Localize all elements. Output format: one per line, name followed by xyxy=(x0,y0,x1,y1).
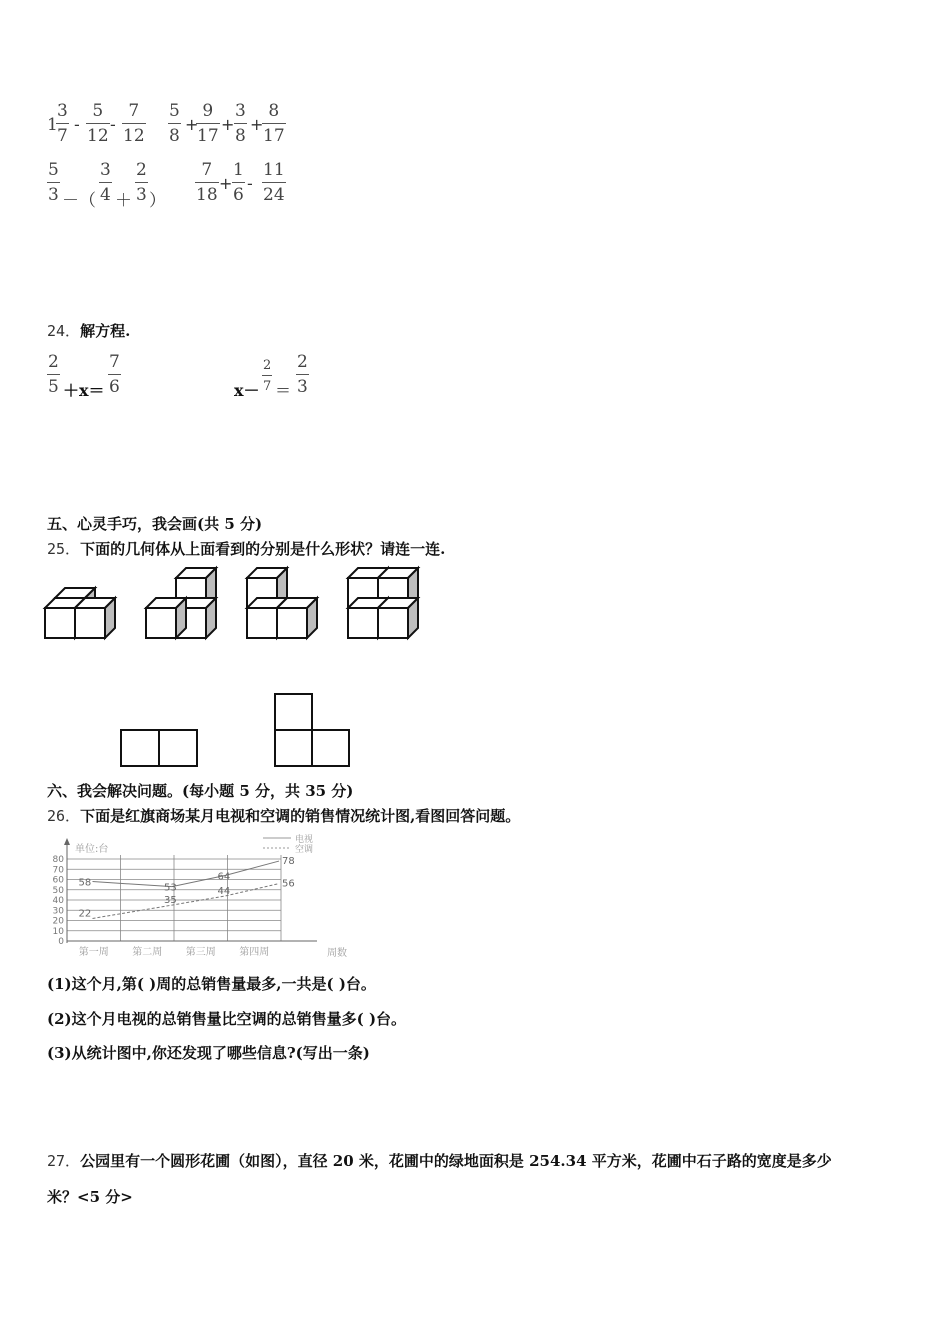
fraction: $\frac{9}{17}$ xyxy=(197,101,219,146)
solid-4 xyxy=(348,568,418,638)
x-tick-label: 第二周 xyxy=(132,947,163,958)
sales-line-chart xyxy=(45,833,365,961)
fraction: $\frac{2}{5}$ xyxy=(48,352,59,397)
legend-ac: 空调 xyxy=(295,845,314,855)
y-tick-label: 80 xyxy=(52,855,64,865)
question-27-line-2: 米？<5 分> xyxy=(47,1188,133,1206)
fraction: $\frac{3}{7}$ xyxy=(57,101,68,146)
x-tick-label: 第四周 xyxy=(239,947,270,958)
data-label: 22 xyxy=(78,908,92,920)
cube-solids-figure xyxy=(40,562,430,646)
y-tick-label: 30 xyxy=(52,906,64,917)
solid-2 xyxy=(146,568,216,638)
fraction: $\frac{2}{7}$ xyxy=(263,358,272,394)
y-tick-label: 50 xyxy=(52,885,64,896)
data-label: 56 xyxy=(282,878,295,890)
question-24 xyxy=(47,320,130,341)
y-tick-label: 0 xyxy=(58,937,64,947)
fraction: $\frac{5}{3}$ xyxy=(48,160,59,205)
section-5-title: 五、心灵手巧，我会画(共 5 分) xyxy=(47,515,263,533)
question-26-sub-1: (1)这个月,第( )周的总销售量最多,一共是( )台。 xyxy=(47,975,376,993)
chart-x-axis-label: 周数 xyxy=(327,948,347,959)
x-tick-label: 第一周 xyxy=(78,947,109,958)
operator: - xyxy=(74,115,80,134)
operator: + xyxy=(185,115,199,134)
question-number: 25． xyxy=(47,540,81,558)
fraction: $\frac{3}{8}$ xyxy=(235,101,246,146)
mixed-whole: 1 xyxy=(47,115,58,135)
question-25 xyxy=(47,538,445,559)
solid-1 xyxy=(45,588,115,638)
question-text: 下面是红旗商场某月电视和空调的销售情况统计图,看图回答问题。 xyxy=(80,807,521,825)
fraction: $\frac{2}{3}$ xyxy=(136,160,147,205)
data-label: 35 xyxy=(164,895,177,907)
data-label: 44 xyxy=(217,885,231,897)
question-27 xyxy=(47,1150,927,1171)
equation-text: ＝ xyxy=(275,381,292,400)
fraction: $\frac{5}{12}$ xyxy=(87,101,109,146)
operator: + xyxy=(250,115,264,134)
data-label: 58 xyxy=(78,877,92,889)
question-26-sub-2: (2)这个月电视的总销售量比空调的总销售量多( )台。 xyxy=(47,1010,407,1028)
question-number: 27． xyxy=(47,1152,81,1170)
fraction: $\frac{7}{18}$ xyxy=(196,160,218,205)
y-tick-label: 60 xyxy=(52,875,64,886)
question-26 xyxy=(47,805,520,826)
section-6-title: 六、我会解决问题。(每小题 5 分，共 35 分) xyxy=(47,782,354,800)
data-label: 64 xyxy=(217,871,231,883)
operator: + xyxy=(219,174,233,193)
operator: - xyxy=(247,174,253,193)
equation-text: x－ xyxy=(234,381,260,400)
fraction: $\frac{8}{17}$ xyxy=(263,101,285,146)
chart-legend xyxy=(263,833,313,855)
y-tick-label: 70 xyxy=(52,865,64,876)
question-text: 下面的几何体从上面看到的分别是什么形状？请连一连. xyxy=(80,540,446,558)
x-tick-label: 第三周 xyxy=(185,947,216,958)
question-text: 公园里有一个圆形花圃（如图），直径 20 米，花圃中的绿地面积是 254.34 平方米，花圃中石子路的宽度是多少 xyxy=(80,1152,832,1170)
question-26-sub-3: (3)从统计图中,你还发现了哪些信息?(写出一条) xyxy=(47,1044,370,1062)
chart-unit-label: 单位:台 xyxy=(75,844,109,855)
operator: - xyxy=(110,115,116,134)
top-view-l-shape xyxy=(275,694,349,766)
top-view-shapes-figure xyxy=(115,690,355,770)
fraction: $\frac{7}{12}$ xyxy=(123,101,145,146)
fraction: $\frac{11}{24}$ xyxy=(263,160,285,205)
operator: ） xyxy=(149,191,166,211)
y-axis-arrow xyxy=(64,838,70,845)
fraction: $\frac{7}{6}$ xyxy=(109,352,120,397)
equation-text: ＋x＝ xyxy=(63,381,105,400)
data-label: 78 xyxy=(282,856,295,868)
top-view-two-squares xyxy=(121,730,197,766)
solid-3 xyxy=(247,568,317,638)
question-number: 24． xyxy=(47,322,81,340)
y-tick-label: 20 xyxy=(52,916,64,927)
fraction: $\frac{5}{8}$ xyxy=(169,101,180,146)
fraction: $\frac{3}{4}$ xyxy=(100,160,111,205)
question-text: 解方程. xyxy=(80,322,131,340)
question-number: 26． xyxy=(47,807,81,825)
fraction: $\frac{1}{6}$ xyxy=(233,160,244,205)
operator: ＋ xyxy=(115,191,132,211)
legend-tv: 电视 xyxy=(295,835,314,845)
fraction: $\frac{2}{3}$ xyxy=(297,352,308,397)
y-tick-label: 40 xyxy=(52,896,64,906)
y-tick-label: 10 xyxy=(52,926,64,937)
operator: + xyxy=(221,115,235,134)
data-label: 53 xyxy=(164,882,177,894)
operator: －（ xyxy=(62,191,96,211)
